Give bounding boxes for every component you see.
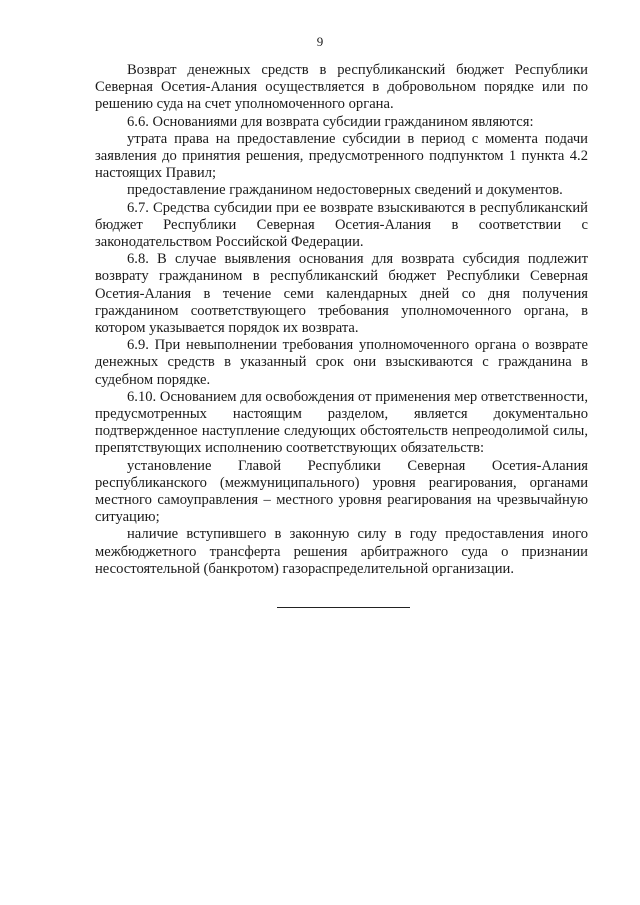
end-separator-line bbox=[277, 607, 410, 608]
page-number: 9 bbox=[316, 34, 324, 49]
paragraph-6-9: 6.9. При невыполнении требования уполномоченного органа о возврате денежных средств в указанный срок они взыскиваются с гражданина в судебном порядке. bbox=[95, 337, 588, 388]
paragraph-6-7: 6.7. Средства субсидии при ее возврате взыскиваются в республиканский бюджет Республики Северная Осетия-Алания в соответствии с законодательством Российской Федерации. bbox=[95, 199, 588, 251]
paragraph-6-6: 6.6. Основаниями для возврата субсидии гражданином являются: bbox=[127, 113, 534, 130]
paragraph-refund-procedure: Возврат денежных средств в республиканский бюджет Республики Северная Осетия-Алания осуществляется в добровольном порядке или по решению суда на счет уполномоченного органа. bbox=[95, 62, 588, 113]
document-body bbox=[95, 62, 588, 578]
paragraph-6-6-item-1: утрата права на предоставление субсидии в период с момента подачи заявления до принятия решения, предусмотренного подпунктом 1 пункта 4.2 настоящих Правил; bbox=[95, 130, 588, 182]
paragraph-6-6-item-2: предоставление гражданином недостоверных сведений и документов. bbox=[127, 182, 563, 199]
paragraph-6-10-item-2: наличие вступившего в законную силу в году предоставления иного межбюджетного трансферта решения арбитражного суда о признании несостоятельной (банкротом) газораспределительной организации. bbox=[95, 526, 588, 577]
paragraph-6-8: 6.8. В случае выявления основания для возврата субсидия подлежит возврату гражданином в республиканский бюджет Республики Северная Осетия-Алания в течение семи календарных дней со дня получения гражданином соответствующего требования уполномоченного органа, в котором указывается порядок их возврата. bbox=[95, 251, 588, 337]
paragraph-6-10: 6.10. Основанием для освобождения от применения мер ответственности, предусмотренных настоящим разделом, является документально подтвержденное наступление следующих обстоятельств непреодолимой силы, препятствующих исполнению соответствующих обязательств: bbox=[95, 388, 588, 457]
paragraph-6-10-item-1: установление Главой Республики Северная Осетия-Алания республиканского (межмуниципального) уровня реагирования, органами местного самоуправления – местного уровня реагирования на чрезвычайную ситуацию; bbox=[95, 457, 588, 526]
